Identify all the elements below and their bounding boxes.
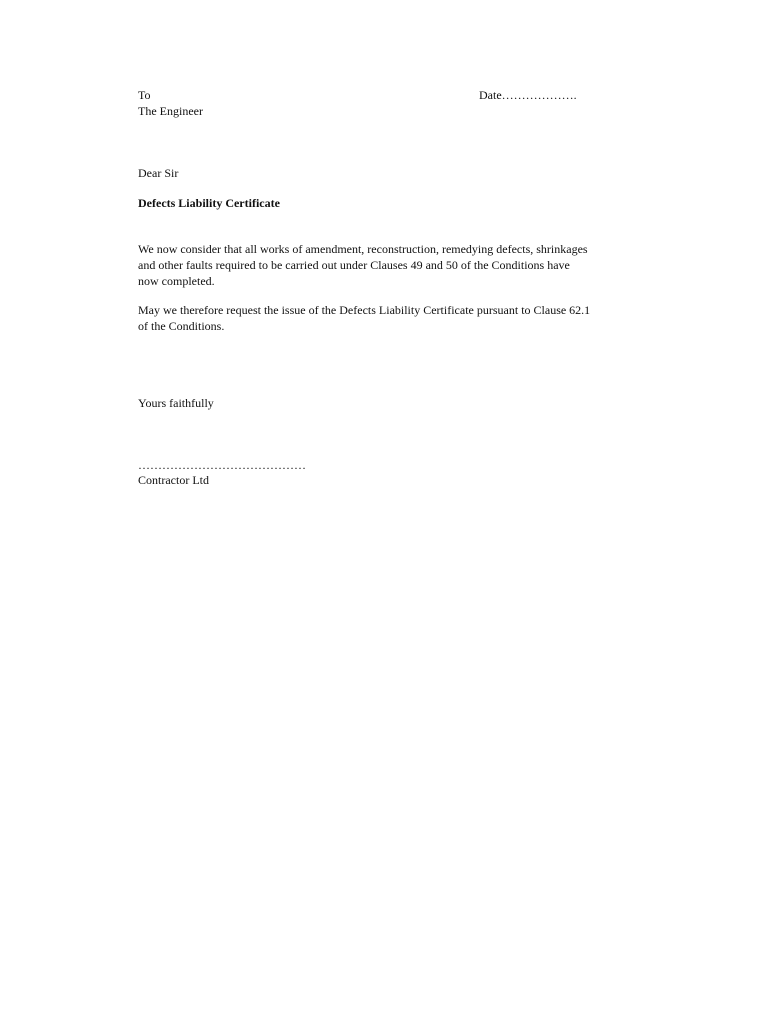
paragraph-line: now completed. — [138, 274, 215, 288]
date-field: Date………………. — [479, 88, 577, 102]
recipient-name: The Engineer — [138, 104, 203, 118]
body-paragraph-1 — [138, 241, 638, 289]
letter-subject: Defects Liability Certificate — [138, 196, 280, 210]
signature-line: …………………………………… — [138, 458, 306, 472]
body-paragraph-2 — [138, 302, 638, 334]
signatory-name: Contractor Ltd — [138, 473, 209, 487]
paragraph-line: We now consider that all works of amendment, reconstruction, remedying defects, shrinkages — [138, 242, 588, 256]
paragraph-line: of the Conditions. — [138, 319, 225, 333]
paragraph-line: May we therefore request the issue of the Defects Liability Certificate pursuant to Clause 62.1 — [138, 303, 591, 317]
closing: Yours faithfully — [138, 396, 214, 410]
paragraph-line: and other faults required to be carried out under Clauses 49 and 50 of the Conditions have — [138, 258, 570, 272]
to-label: To — [138, 88, 151, 102]
salutation: Dear Sir — [138, 166, 179, 180]
